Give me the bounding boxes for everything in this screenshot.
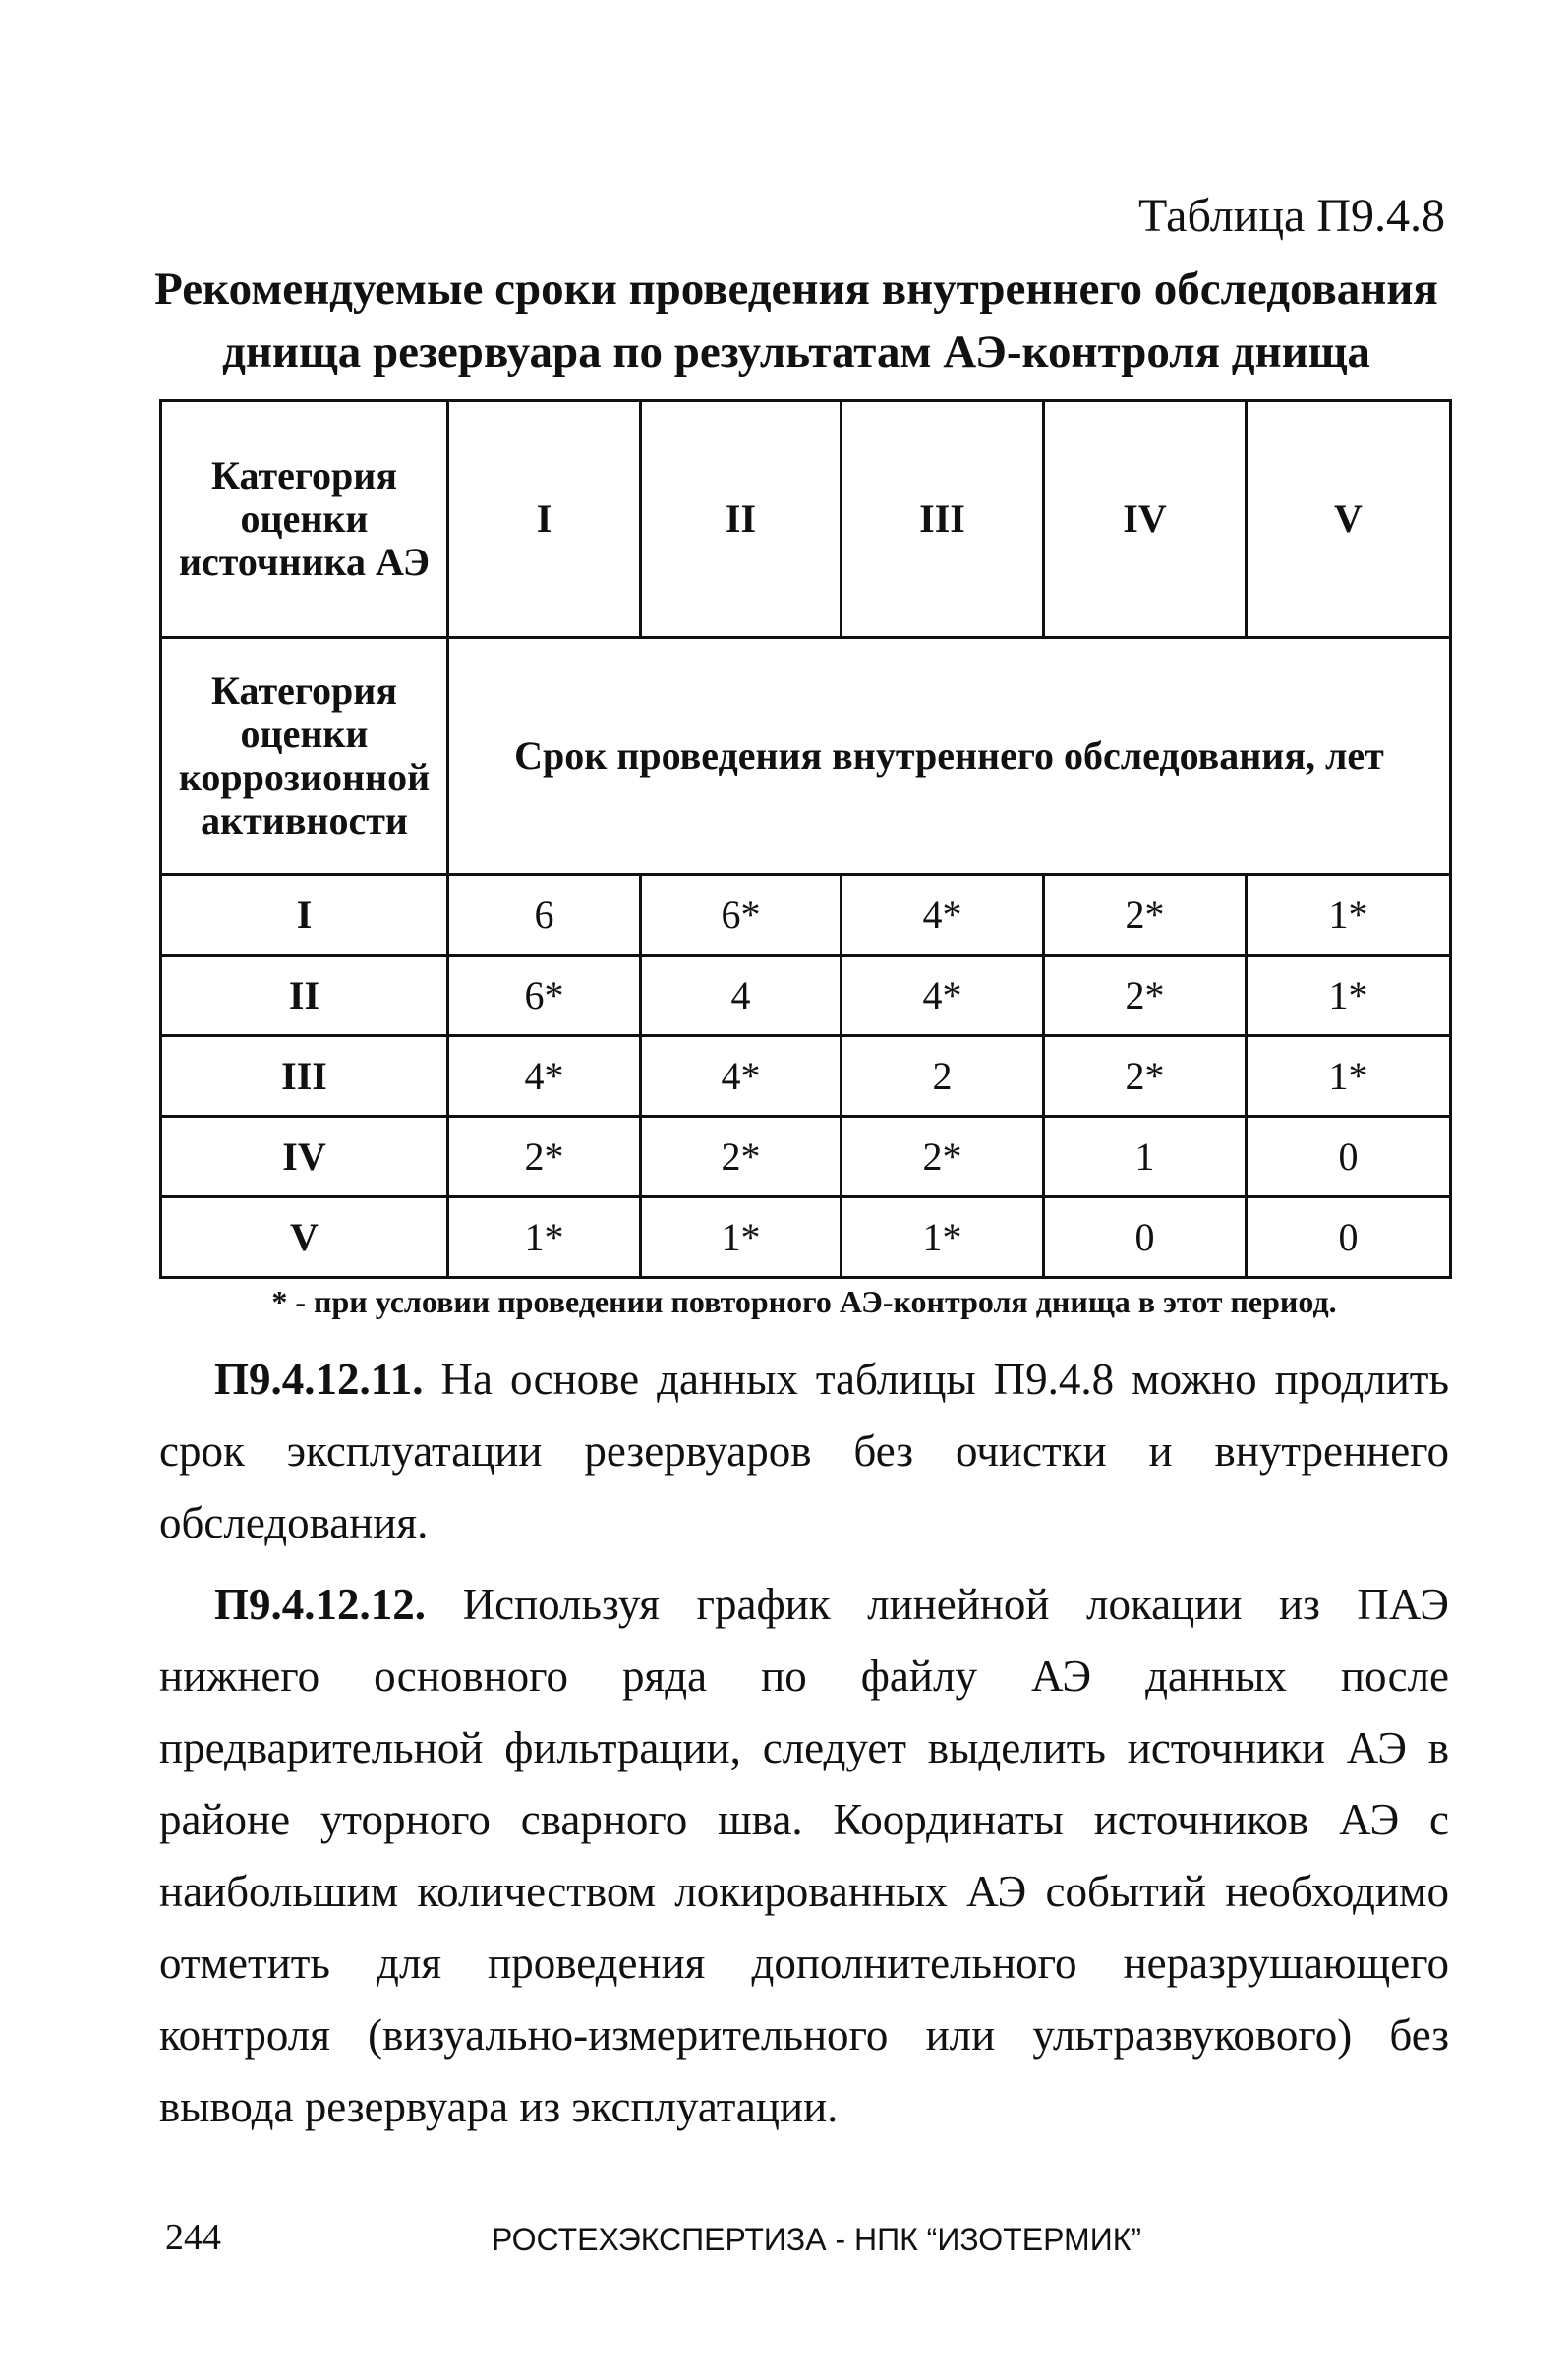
- table-cell: 2*: [842, 1117, 1044, 1197]
- footer-publisher: РОСТЕХЭКСПЕРТИЗА - НПК “ИЗОТЕРМИК”: [492, 2222, 1141, 2257]
- page-number: 244: [165, 2217, 221, 2258]
- table-footnote: * - при условии проведении повторного АЭ-контроля днища в этот период.: [271, 1284, 1337, 1319]
- paragraph-text: На основе данных таблицы П9.4.8 можно продлить срок эксплуатации резервуаров без очистки и внутреннего обследования.: [159, 1355, 1449, 1547]
- table-cell: 2*: [1044, 956, 1247, 1036]
- table-title-line: Рекомендуемые сроки проведения внутреннего обследования: [154, 263, 1438, 315]
- table-cell: 4: [641, 956, 842, 1036]
- table-cell: 1*: [1247, 1036, 1451, 1117]
- paragraph-number: П9.4.12.11.: [214, 1355, 424, 1404]
- table-cell: 6: [448, 875, 641, 956]
- table-row: [161, 956, 1451, 1036]
- table-cell: 2*: [1044, 1036, 1247, 1117]
- row-category: IV: [161, 1117, 448, 1197]
- table-cell: 1*: [448, 1197, 641, 1278]
- table-cell: 1*: [641, 1197, 842, 1278]
- row-category: I: [161, 875, 448, 956]
- table-cell: 1*: [842, 1197, 1044, 1278]
- table-cell: 4*: [842, 956, 1044, 1036]
- table-cell: 2*: [1044, 875, 1247, 956]
- table-cell: 2*: [641, 1117, 842, 1197]
- table-cell: 4*: [842, 875, 1044, 956]
- table-cell: 1*: [1247, 956, 1451, 1036]
- header-cell: V: [1247, 401, 1451, 638]
- table-cell: 1*: [1247, 875, 1451, 956]
- table-subheader-row: [161, 638, 1451, 875]
- row-category: II: [161, 956, 448, 1036]
- table-title: [147, 258, 1445, 383]
- row-category: III: [161, 1036, 448, 1117]
- header-corrosion-category: Категория оценки коррозионной активности: [161, 638, 448, 875]
- table-row: [161, 1036, 1451, 1117]
- table-cell: 2*: [448, 1117, 641, 1197]
- table-row: [161, 875, 1451, 956]
- table-cell: 6*: [641, 875, 842, 956]
- table-label: Таблица П9.4.8: [1138, 190, 1445, 242]
- inspection-terms-table: [159, 399, 1452, 1279]
- table-cell: 0: [1247, 1117, 1451, 1197]
- table-title-line: днища резервуара по результатам АЭ-контроля днища: [222, 326, 1370, 377]
- term-header: Срок проведения внутреннего обследования, лет: [448, 638, 1451, 875]
- header-cell: II: [641, 401, 842, 638]
- table-cell: 4*: [641, 1036, 842, 1117]
- table-header-row: [161, 401, 1451, 638]
- header-source-category: Категория оценки источника АЭ: [161, 401, 448, 638]
- table-row: [161, 1117, 1451, 1197]
- table-cell: 0: [1044, 1197, 1247, 1278]
- paragraph-number: П9.4.12.12.: [214, 1580, 427, 1629]
- table-cell: 6*: [448, 956, 641, 1036]
- table-cell: 2: [842, 1036, 1044, 1117]
- table-cell: 4*: [448, 1036, 641, 1117]
- header-cell: IV: [1044, 401, 1247, 638]
- table-cell: 1: [1044, 1117, 1247, 1197]
- table-cell: 0: [1247, 1197, 1451, 1278]
- header-cell: III: [842, 401, 1044, 638]
- header-cell: I: [448, 401, 641, 638]
- paragraph: [159, 1569, 1449, 2143]
- table-row: [161, 1197, 1451, 1278]
- paragraph: [159, 1344, 1449, 1559]
- paragraph-text: Используя график линейной локации из ПАЭ нижнего основного ряда по файлу АЭ данных после предварительной фильтрации, следует выделить источники АЭ в районе уторного сварного шва. Координаты источников АЭ с наибольшим количеством локированных АЭ событий необходимо отметить для проведения дополнительного неразрушающего контроля (визуально-измерительного или ультразвукового) без вывода резервуара из эксплуатации.: [159, 1580, 1449, 2131]
- row-category: V: [161, 1197, 448, 1278]
